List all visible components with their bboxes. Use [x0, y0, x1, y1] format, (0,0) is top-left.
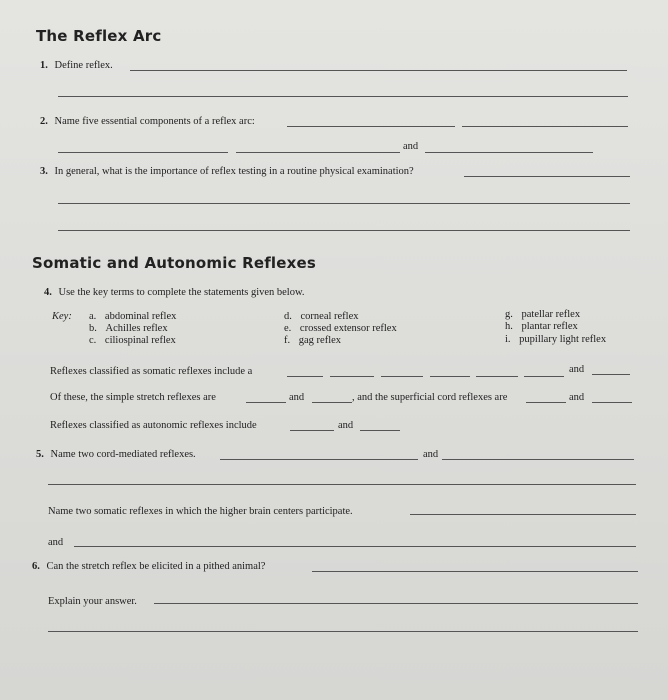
blank-somatic-6[interactable]: [524, 376, 564, 377]
statement-stretch: Of these, the simple stretch reflexes are: [50, 392, 216, 403]
question-4-text: Use the key terms to complete the statements given below.: [58, 287, 305, 298]
statement-superficial-and: and: [569, 392, 585, 403]
key-term-text: pupillary light reflex: [519, 334, 607, 345]
statement-somatic: Reflexes classified as somatic reflexes include a: [50, 366, 253, 377]
answer-line-q3-a[interactable]: [464, 176, 630, 177]
statement-autonomic-and: and: [338, 420, 354, 431]
question-3-text: In general, what is the importance of reflex testing in a routine physical examination?: [54, 166, 414, 177]
key-letter: a.: [89, 311, 97, 322]
question-3-number: 3.: [40, 166, 48, 177]
answer-line-q2-1[interactable]: [287, 126, 455, 127]
answer-line-q6-1[interactable]: [312, 571, 638, 572]
blank-somatic-4[interactable]: [430, 376, 470, 377]
statement-superficial: , and the superficial cord reflexes are: [352, 392, 508, 403]
question-5-number: 5.: [36, 449, 44, 460]
key-term-text: patellar reflex: [521, 309, 581, 320]
statement-autonomic: Reflexes classified as autonomic reflexes include: [50, 420, 257, 431]
answer-line-q5-1[interactable]: [220, 459, 418, 460]
blank-stretch-1[interactable]: [246, 402, 286, 403]
key-term-text: gag reflex: [298, 335, 342, 346]
key-term-text: abdominal reflex: [104, 311, 177, 322]
blank-stretch-2[interactable]: [312, 402, 352, 403]
q5-and-text-2: and: [48, 537, 64, 548]
blank-somatic-2[interactable]: [330, 376, 374, 377]
key-term-g: [505, 309, 580, 320]
question-1: [40, 60, 113, 71]
q5-and-text: and: [423, 449, 439, 460]
question-1-number: 1.: [40, 60, 48, 71]
key-term-a: [89, 311, 176, 322]
key-term-text: crossed extensor reflex: [299, 323, 397, 334]
key-letter: c.: [89, 335, 97, 346]
question-6: [32, 561, 265, 572]
blank-autonomic-1[interactable]: [290, 430, 334, 431]
key-letter: e.: [284, 323, 292, 334]
key-letter: f.: [284, 335, 291, 346]
key-term-text: plantar reflex: [521, 321, 578, 332]
question-3: [40, 166, 414, 177]
question-5-text: Name two cord-mediated reflexes.: [50, 449, 196, 460]
key-term-text: corneal reflex: [300, 311, 359, 322]
question-1-text: Define reflex.: [54, 60, 113, 71]
answer-line-q2-5[interactable]: [425, 152, 593, 153]
question-5: [36, 449, 196, 460]
question-2: [40, 116, 255, 127]
key-term-c: [89, 335, 176, 346]
blank-superficial-1[interactable]: [526, 402, 566, 403]
answer-line-q6-3[interactable]: [48, 631, 638, 632]
statement-somatic-and: and: [569, 364, 585, 375]
question-2-number: 2.: [40, 116, 48, 127]
section-title-reflex-arc: The Reflex Arc: [36, 27, 162, 45]
answer-line-q5-5[interactable]: [74, 546, 636, 547]
question-2-text: Name five essential components of a reflex arc:: [54, 116, 255, 127]
blank-somatic-3[interactable]: [381, 376, 423, 377]
question-4-number: 4.: [44, 287, 52, 298]
key-term-i: [505, 334, 606, 345]
answer-line-q3-b[interactable]: [58, 203, 630, 204]
blank-somatic-1[interactable]: [287, 376, 323, 377]
key-term-text: Achilles reflex: [105, 323, 168, 334]
question-4: [44, 287, 305, 298]
blank-superficial-2[interactable]: [592, 402, 632, 403]
question-5-text-2: Name two somatic reflexes in which the higher brain centers participate.: [48, 506, 353, 517]
key-letter: i.: [505, 334, 511, 345]
answer-line-q3-c[interactable]: [58, 230, 630, 231]
key-letter: b.: [89, 323, 97, 334]
key-letter: d.: [284, 311, 292, 322]
key-term-f: [284, 335, 341, 346]
key-term-d: [284, 311, 359, 322]
question-6-number: 6.: [32, 561, 40, 572]
answer-line-q2-4[interactable]: [236, 152, 400, 153]
question-6-text: Can the stretch reflex be elicited in a pithed animal?: [46, 561, 266, 572]
answer-line-q2-2[interactable]: [462, 126, 628, 127]
key-letter: g.: [505, 309, 513, 320]
blank-somatic-5[interactable]: [476, 376, 518, 377]
answer-line-q5-4[interactable]: [410, 514, 636, 515]
blank-autonomic-2[interactable]: [360, 430, 400, 431]
answer-line-q5-2[interactable]: [442, 459, 634, 460]
blank-somatic-7[interactable]: [592, 374, 630, 375]
statement-stretch-and: and: [289, 392, 305, 403]
answer-line-q1-b[interactable]: [58, 96, 628, 97]
key-term-e: [284, 323, 397, 334]
question-6-explain: Explain your answer.: [48, 596, 137, 607]
key-term-b: [89, 323, 168, 334]
answer-line-q5-3[interactable]: [48, 484, 636, 485]
key-label: Key:: [52, 311, 72, 322]
key-term-h: [505, 321, 578, 332]
answer-line-q1-a[interactable]: [130, 70, 627, 71]
key-term-text: ciliospinal reflex: [104, 335, 176, 346]
answer-line-q6-2[interactable]: [154, 603, 638, 604]
answer-line-q2-3[interactable]: [58, 152, 228, 153]
key-letter: h.: [505, 321, 513, 332]
section-title-somatic-autonomic: Somatic and Autonomic Reflexes: [32, 254, 317, 272]
q2-and-text: and: [403, 141, 419, 152]
